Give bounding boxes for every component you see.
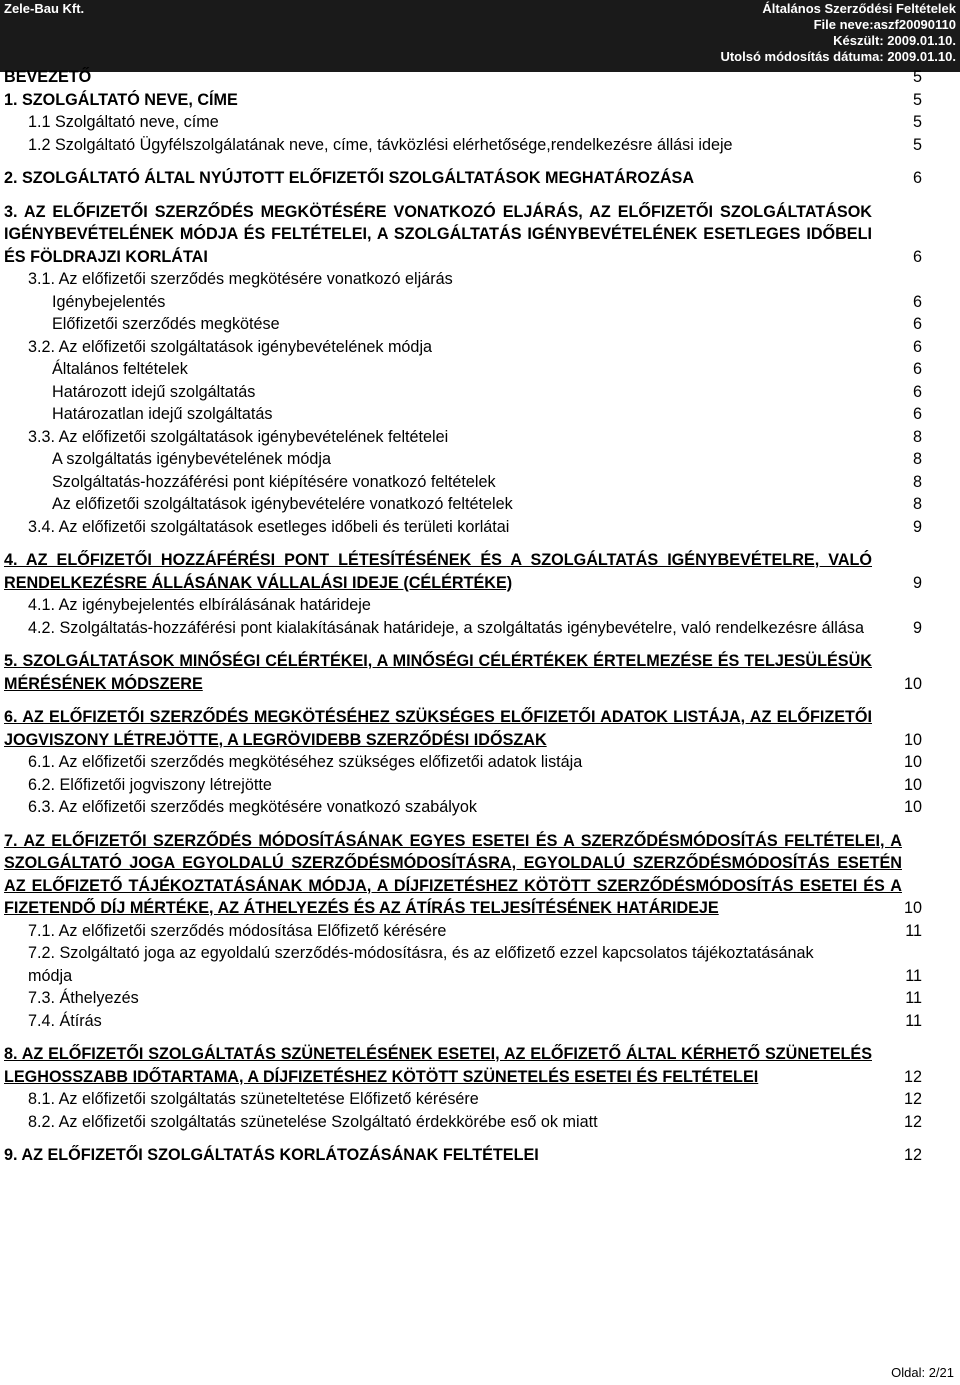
toc-entry-hozzaferesi-pont[interactable]	[4, 471, 922, 494]
toc-entry-text: 4. AZ ELŐFIZETŐI HOZZÁFÉRÉSI PONT LÉTESÍTÉSÉNEK ÉS A SZOLGÁLTATÁS IGÉNYBEVÉTELRE, VALÓ RENDELKEZÉSRE ÁLLÁSÁNAK VÁLLALÁSI IDEJE (CÉLÉRTÉKE)	[4, 551, 872, 592]
toc-page-number: 9	[912, 573, 922, 592]
toc-entry-text: 3.3. Az előfizetői szolgáltatások igénybevételének feltételei	[28, 427, 449, 446]
table-of-contents	[4, 66, 922, 1167]
toc-entry-text: 7.2. Szolgáltató joga az egyoldalú szerződés-módosításra, és az előfizető ezzel kapcsolatos tájékoztatásának módja	[28, 944, 814, 985]
toc-entry-7-1[interactable]	[4, 920, 922, 943]
toc-entry-szerzodes-megkotese[interactable]	[4, 313, 922, 336]
toc-entry-3-4[interactable]	[4, 516, 922, 539]
toc-page-number: 10	[903, 899, 922, 917]
file-name: File neve:aszf20090110	[813, 17, 956, 32]
toc-page-number: 9	[912, 517, 922, 536]
toc-entry-text: 5. SZOLGÁLTATÁSOK MINŐSÉGI CÉLÉRTÉKEI, A MINŐSÉGI CÉLÉRTÉKEK ÉRTELMEZÉSE ÉS TELJESÜLÉSÜK MÉRÉSÉNEK MÓDSZERE	[4, 652, 872, 693]
toc-entry-8[interactable]	[4, 1043, 922, 1088]
toc-entry-text: 8.1. Az előfizetői szolgáltatás szüneteltetése Előfizető kérésére	[28, 1090, 479, 1108]
toc-entry-text: Igénybejelentés	[52, 292, 166, 311]
toc-entry-8-1[interactable]	[4, 1088, 922, 1111]
toc-page-number: 11	[905, 921, 922, 940]
toc-entry-7-4[interactable]	[4, 1010, 922, 1033]
toc-entry-6-1[interactable]	[4, 751, 922, 774]
toc-entry-text: A szolgáltatás igénybevételének módja	[52, 450, 331, 468]
toc-entry-text: BEVEZETŐ	[4, 68, 92, 86]
modified-date: Utolsó módosítás dátuma: 2009.01.10.	[720, 49, 956, 64]
toc-entry-text: Az előfizetői szolgáltatások igénybevételére vonatkozó feltételek	[52, 495, 513, 513]
toc-entry-7-2[interactable]	[4, 942, 922, 987]
toc-entry-text: 1.2 Szolgáltató Ügyfélszolgálatának neve, címe, távközlési elérhetősége,rendelkezésre állási ideje	[28, 135, 733, 154]
toc-entry-text: Szolgáltatás-hozzáférési pont kiépítésére vonatkozó feltételek	[52, 472, 496, 491]
toc-entry-8-2[interactable]	[4, 1111, 922, 1134]
toc-entry-7-3[interactable]	[4, 987, 922, 1010]
toc-page-number: 8	[912, 472, 922, 491]
toc-entry-intro[interactable]	[4, 66, 922, 89]
toc-entry-text: 2. SZOLGÁLTATÓ ÁLTAL NYÚJTOTT ELŐFIZETŐI SZOLGÁLTATÁSOK MEGHATÁROZÁSA	[4, 169, 695, 187]
toc-entry-text: 6. AZ ELŐFIZETŐI SZERZŐDÉS MEGKÖTÉSÉHEZ SZÜKSÉGES ELŐFIZETŐI ADATOK LISTÁJA, AZ ELŐFIZETŐI JOGVISZONY LÉTREJÖTTE, A LEGRÖVIDEBB SZERZŐDÉSI IDŐSZAK	[4, 708, 872, 749]
toc-entry-igenybejelentes[interactable]	[4, 291, 922, 314]
toc-page-number: 5	[912, 113, 922, 131]
toc-entry-igenybevetel-modja[interactable]	[4, 448, 922, 471]
company-name: Zele-Bau Kft.	[4, 1, 85, 16]
toc-page-number: 10	[903, 674, 922, 693]
toc-entry-text: 6.1. Az előfizetői szerződés megkötéséhez szükséges előfizetői adatok listája	[28, 753, 583, 771]
toc-page-number: 5	[912, 68, 922, 86]
created-date: Készült: 2009.01.10.	[833, 33, 956, 48]
toc-entry-2[interactable]	[4, 167, 922, 190]
toc-entry-text: 4.2. Szolgáltatás-hozzáférési pont kialakításának határideje, a szolgáltatás igénybevételre, való rendelkezésre állása	[28, 618, 864, 637]
toc-entry-text: 7.1. Az előfizetői szerződés módosítása Előfizető kérésére	[28, 921, 447, 940]
toc-page-number: 6	[912, 337, 922, 356]
toc-entry-text: 3.4. Az előfizetői szolgáltatások esetleges időbeli és területi korlátai	[28, 517, 510, 536]
toc-entry-text: 7.4. Átírás	[28, 1011, 102, 1030]
toc-page-number: 10	[903, 775, 922, 794]
toc-entry-4-2[interactable]	[4, 617, 922, 640]
toc-entry-4-1[interactable]	[4, 594, 922, 617]
toc-entry-text: 8.2. Az előfizetői szolgáltatás szünetelése Szolgáltató érdekkörébe eső ok miatt	[28, 1112, 598, 1131]
toc-entry-6-2[interactable]	[4, 774, 922, 797]
toc-page-number: 6	[912, 169, 922, 187]
toc-page-number: 10	[903, 798, 922, 816]
toc-page-number: 6	[912, 315, 922, 333]
toc-page-number: 10	[903, 753, 922, 771]
toc-entry-text: 7.3. Áthelyezés	[28, 989, 139, 1007]
toc-entry-text: Előfizetői szerződés megkötése	[52, 315, 280, 333]
toc-entry-text: 6.2. Előfizetői jogviszony létrejötte	[28, 775, 272, 794]
toc-entry-text: 1. SZOLGÁLTATÓ NEVE, CÍME	[4, 90, 238, 109]
toc-page-number: 6	[912, 405, 922, 423]
toc-entry-9[interactable]	[4, 1144, 922, 1167]
toc-page-number: 8	[912, 495, 922, 513]
toc-entry-6-3[interactable]	[4, 796, 922, 819]
toc-page-number: 6	[912, 382, 922, 401]
toc-entry-text: Általános feltételek	[52, 360, 188, 378]
toc-page-number: 5	[912, 90, 922, 109]
toc-entry-3[interactable]	[4, 201, 922, 269]
toc-page-number: 12	[903, 1146, 922, 1164]
toc-page-number: 11	[905, 1011, 922, 1030]
toc-entry-text: 9. AZ ELŐFIZETŐI SZOLGÁLTATÁS KORLÁTOZÁSÁNAK FELTÉTELEI	[4, 1146, 539, 1164]
toc-page-number: 6	[912, 247, 922, 266]
toc-entry-5[interactable]	[4, 650, 922, 695]
toc-entry-text: 3.1. Az előfizetői szerződés megkötésére vonatkozó eljárás	[28, 270, 453, 288]
toc-page-number: 6	[912, 360, 922, 378]
document-meta	[720, 1, 956, 65]
toc-entry-7[interactable]	[4, 830, 922, 920]
toc-page-number: 8	[912, 427, 922, 446]
toc-entry-text: 8. AZ ELŐFIZETŐI SZOLGÁLTATÁS SZÜNETELÉSÉNEK ESETEI, AZ ELŐFIZETŐ ÁLTAL KÉRHETŐ SZÜNETELÉS LEGHOSSZABB IDŐTARTAMA, A DÍJFIZETÉSHEZ KÖTÖTT SZÜNETELÉS ESETEI ÉS FELTÉTELEI	[4, 1045, 872, 1086]
toc-entry-hatarozott-ideju[interactable]	[4, 381, 922, 404]
toc-page-number: 11	[905, 966, 922, 985]
document-title: Általános Szerződési Feltételek	[762, 1, 956, 16]
toc-page-number: 12	[903, 1112, 922, 1131]
toc-page-number: 12	[903, 1067, 922, 1086]
toc-entry-text: 1.1 Szolgáltató neve, címe	[28, 113, 219, 131]
page-footer: Oldal: 2/21	[891, 1365, 954, 1380]
toc-entry-igenybevetel-feltetelek[interactable]	[4, 493, 922, 516]
toc-entry-altalanos-feltetelek[interactable]	[4, 358, 922, 381]
toc-entry-1-2[interactable]	[4, 134, 922, 157]
toc-page-number: 9	[912, 618, 922, 637]
toc-entry-1-1[interactable]	[4, 111, 922, 134]
toc-entry-text: 3. AZ ELŐFIZETŐI SZERZŐDÉS MEGKÖTÉSÉRE VONATKOZÓ ELJÁRÁS, AZ ELŐFIZETŐI SZOLGÁLTATÁSOK IGÉNYBEVÉTELÉNEK MÓDJA ÉS FELTÉTELEI, A SZOLGÁLTATÁS IGÉNYBEVÉTELÉNEK ESETLEGES IDŐBELI ÉS FÖLDRAJZI KORLÁTAI	[4, 202, 872, 266]
toc-entry-3-2[interactable]	[4, 336, 922, 359]
toc-entry-hatarozatlan-ideju[interactable]	[4, 403, 922, 426]
toc-entry-3-3[interactable]	[4, 426, 922, 449]
toc-page-number: 11	[905, 989, 922, 1007]
toc-entry-text: Határozatlan idejű szolgáltatás	[52, 405, 273, 423]
page-header	[0, 0, 960, 72]
toc-page-number: 10	[903, 730, 922, 749]
toc-page-number: 5	[912, 135, 922, 154]
toc-page-number: 12	[903, 1090, 922, 1108]
toc-entry-3-1[interactable]	[4, 268, 922, 291]
toc-page-number: 8	[912, 450, 922, 468]
toc-entry-6[interactable]	[4, 706, 922, 751]
toc-entry-4[interactable]	[4, 549, 922, 594]
toc-entry-text: Határozott idejű szolgáltatás	[52, 382, 256, 401]
toc-page-number: 6	[912, 292, 922, 311]
toc-entry-text: 3.2. Az előfizetői szolgáltatások igénybevételének módja	[28, 337, 433, 356]
toc-entry-text: 4.1. Az igénybejelentés elbírálásának határideje	[28, 596, 371, 614]
toc-entry-1[interactable]	[4, 89, 922, 112]
toc-entry-text: 6.3. Az előfizetői szerződés megkötésére vonatkozó szabályok	[28, 798, 477, 816]
toc-entry-text: 7. AZ ELŐFIZETŐI SZERZŐDÉS MÓDOSÍTÁSÁNAK EGYES ESETEI ÉS A SZERZŐDÉSMÓDOSÍTÁS FELTÉTELEI, A SZOLGÁLTATÓ JOGA EGYOLDALÚ SZERZŐDÉSMÓDOSÍTÁSRA, EGYOLDALÚ SZERZŐDÉSMÓDOSÍTÁS ESETÉN AZ ELŐFIZETŐ TÁJÉKOZTATÁSÁNAK MÓDJA, A DÍJFIZETÉSHEZ KÖTÖTT SZERZŐDÉSMÓDOSÍTÁS ESETEI ÉS A FIZETENDŐ DÍJ MÉRTÉKE, AZ ÁTHELYEZÉS ÉS AZ ÁTÍRÁS TELJESÍTÉSÉNEK HATÁRIDEJE	[4, 831, 902, 917]
